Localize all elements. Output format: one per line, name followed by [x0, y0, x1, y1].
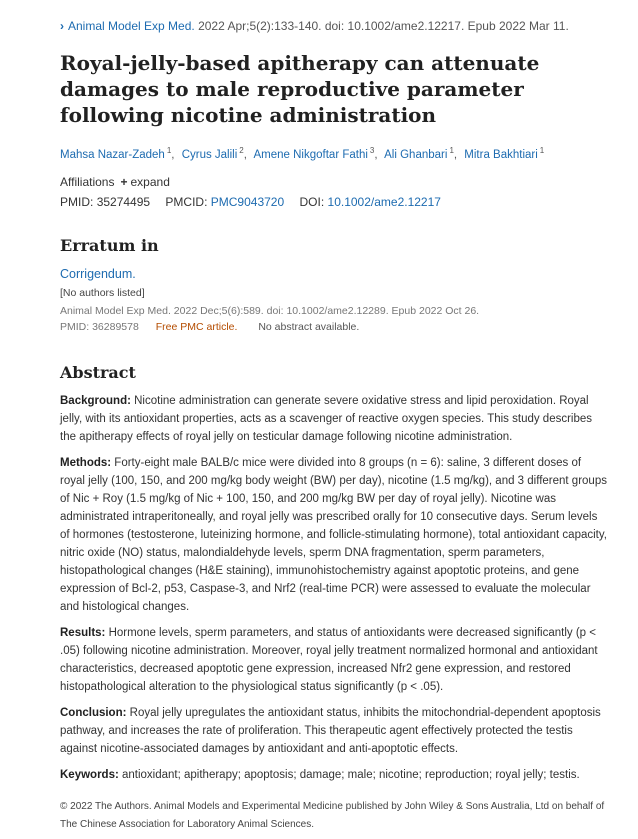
- pmid-label: PMID:: [60, 195, 94, 209]
- affiliations-toggle[interactable]: [60, 175, 170, 189]
- section-label: Background:: [60, 395, 131, 407]
- abstract-conclusion: [60, 704, 608, 758]
- author-link[interactable]: Mahsa Nazar-Zadeh: [60, 148, 165, 161]
- copyright-notice: © 2022 The Authors. Animal Models and Experimental Medicine published by John Wiley & Sons Australia, Ltd on behalf of The Chinese Association for Laboratory Animal Sciences.: [60, 801, 605, 830]
- author-link[interactable]: Amene Nikgoftar Fathi: [253, 148, 368, 161]
- author-list: Mahsa Nazar-Zadeh $^1$, Cyrus Jalili $^2$, Amene Nikgoftar Fathi $^3$, Ali Ghanbari $^1$, Mitra Bakhtiari $^1$: [60, 146, 545, 161]
- abstract-background: [60, 392, 608, 446]
- abstract-body: [60, 392, 608, 792]
- section-text: antioxidant; apitherapy; apoptosis; damage; male; nicotine; reproduction; royal jelly; testis.: [118, 769, 580, 781]
- author-affiliation-number[interactable]: 1: [166, 146, 172, 155]
- section-label: Conclusion:: [60, 707, 127, 719]
- section-text: Hormone levels, sperm parameters, and status of antioxidants were decreased significantly (p < .05) following nicotine administration. Moreover, royal jelly treatment normalized hormonal and antioxidant characteristics, decreased apoptotic gene expression, increased Nfr2 gene expression, and restored histopathological alteration to the physiological status significantly (p < .05).: [60, 627, 598, 693]
- erratum-heading: Erratum in: [60, 236, 159, 255]
- abstract-results: [60, 624, 608, 696]
- erratum-pmid: PMID: 36289578: [60, 321, 139, 333]
- author-link[interactable]: Mitra Bakhtiari: [464, 148, 538, 161]
- doi-label: DOI:: [299, 195, 325, 209]
- abstract-methods: [60, 454, 608, 616]
- pmid-value: 35274495: [96, 195, 151, 209]
- plus-icon: +: [120, 175, 128, 189]
- abstract-keywords: [60, 766, 608, 784]
- section-text: Royal jelly upregulates the antioxidant status, inhibits the mitochondrial-dependent apoptosis pathway, and increases the rate of proliferation. This therapeutic agent effectively protected the testis against nicotine-associated damages by antioxidant and anti-apoptotic effects.: [60, 707, 601, 755]
- citation-details: 2022 Apr;5(2):133-140. doi: 10.1002/ame2.12217. Epub 2022 Mar 11.: [198, 19, 569, 33]
- no-abstract-note: No abstract available.: [258, 321, 360, 333]
- erratum-identifiers: [60, 321, 359, 333]
- erratum-citation: Animal Model Exp Med. 2022 Dec;5(6):589. doi: 10.1002/ame2.12289. Epub 2022 Oct 26.: [60, 305, 480, 317]
- citation-line: [60, 19, 569, 33]
- author-link[interactable]: Ali Ghanbari: [384, 148, 448, 161]
- pmcid-link[interactable]: PMC9043720: [210, 195, 285, 209]
- author-affiliation-number[interactable]: 1: [449, 146, 454, 155]
- section-text: Forty-eight male BALB/c mice were divided into 8 groups (n = 6): saline, 3 different doses of royal jelly (100, 150, and 200 mg/kg body weight (BW) per day), nicotine (1.5 mg/kg), and 3 different groups of Nic + Roy (1.5 mg/kg of Nic + 100, 150, and 200 mg/kg BW per day of royal jelly). Nicotine was administrated intraperitoneally, and royal jelly was prescribed orally for 10 consecutive days. Serum levels of hormones (testosterone, luteinizing hormone, and follicle-stimulating hormone), total antioxidant capacity, nitric oxide (NO) status, malondialdehyde levels, sperm DNA fragmentation, sperm parameters, histopathological changes (H&E staining), immunohistochemistry against apoptotic proteins, and gene expression of Bcl-2, p53, Caspase-3, and Nrf2 (real-time PCR) were assessed to evaluate the molecular and histological changes.: [60, 457, 607, 613]
- author-affiliation-number[interactable]: 1: [539, 146, 545, 155]
- section-label: Keywords:: [60, 769, 119, 781]
- abstract-heading: Abstract: [60, 363, 136, 382]
- affiliations-label: Affiliations: [60, 175, 115, 189]
- section-label: Results:: [60, 627, 106, 639]
- chevron-right-icon: ›: [60, 19, 64, 33]
- doi-link[interactable]: 10.1002/ame2.12217: [327, 195, 441, 209]
- erratum-link[interactable]: Corrigendum.: [60, 267, 136, 281]
- expand-label: expand: [130, 175, 170, 189]
- erratum-authors: [No authors listed]: [60, 287, 145, 299]
- pmcid-label: PMCID:: [165, 195, 208, 209]
- section-text: Nicotine administration can generate severe oxidative stress and lipid peroxidation. Royal jelly, with its antioxidant properties, acts as a scavenger of reactive oxygen species. This study describes the apitherapy effects of royal jelly on testicular damage following nicotine administration.: [60, 395, 593, 443]
- author-link[interactable]: Cyrus Jalili: [181, 148, 238, 161]
- author-affiliation-number[interactable]: 2: [239, 146, 244, 155]
- article-identifiers: [60, 195, 441, 209]
- article-title: Royal-jelly-based apitherapy can attenuate damages to male reproductive parameter following nicotine administration: [60, 51, 540, 127]
- journal-link[interactable]: Animal Model Exp Med.: [68, 19, 195, 33]
- author-affiliation-number[interactable]: 3: [369, 146, 375, 155]
- free-pmc-badge: Free PMC article.: [155, 321, 238, 333]
- section-label: Methods:: [60, 457, 112, 469]
